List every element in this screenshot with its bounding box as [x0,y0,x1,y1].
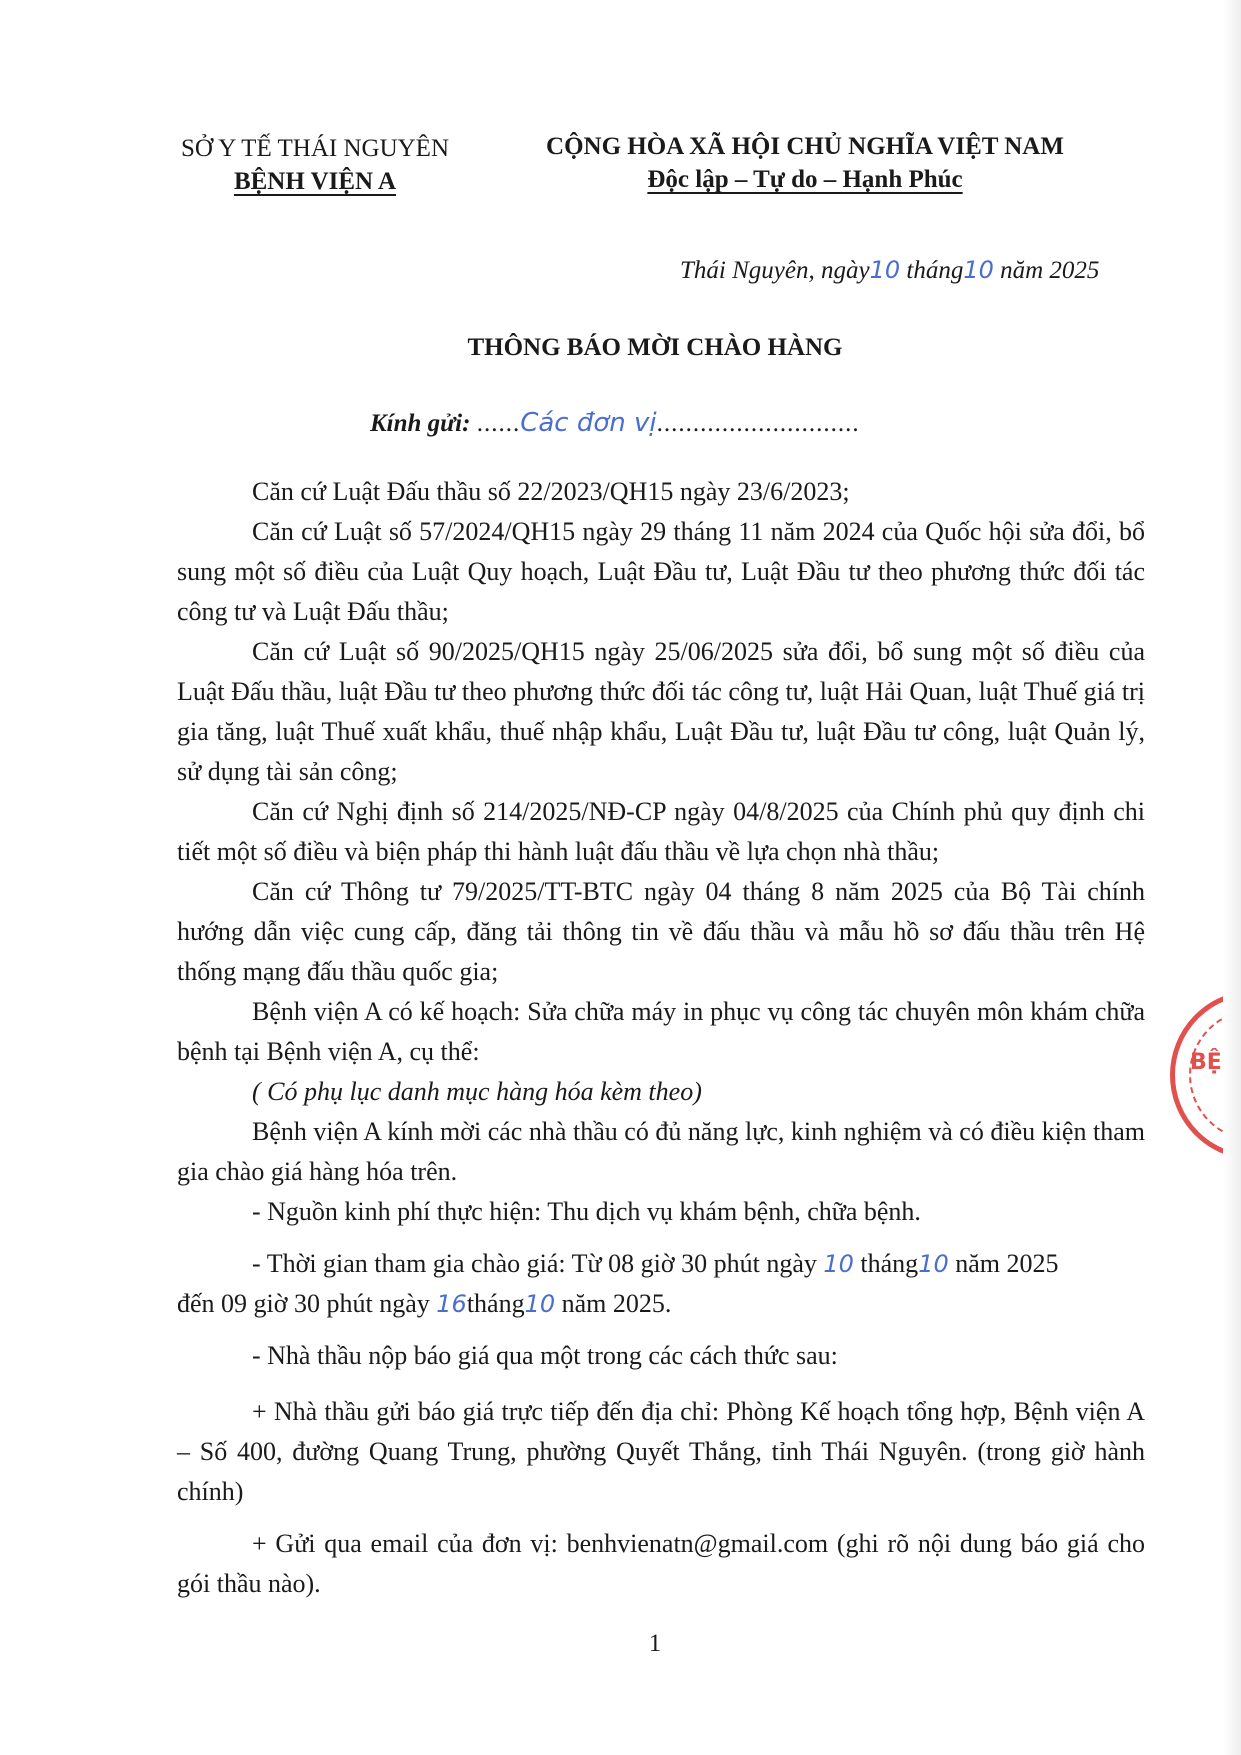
submission-intro: - Nhà thầu nộp báo giá qua một trong các cách thức sau: [252,1341,838,1370]
national-motto: Độc lập – Tự do – Hạnh Phúc [647,166,963,193]
issuer-department: SỞ Y TẾ THÁI NGUYÊN [180,135,450,162]
offer-time-line2 [177,1284,1145,1324]
date-month-handwritten: 10 [963,256,994,284]
issuer-hospital: BỆNH VIỆN A [233,168,397,195]
time-text-4: đến 09 giờ 30 phút ngày [177,1289,430,1318]
official-seal-text: BỆ [1190,1050,1222,1075]
legal-basis-4: Căn cứ Nghị định số 214/2025/NĐ-CP ngày 04/8/2025 của Chính phủ quy định chi tiết một số điều và biện pháp thi hành luật đấu thầu về lựa chọn nhà thầu; [177,797,1145,866]
legal-basis-1: Căn cứ Luật Đấu thầu số 22/2023/QH15 ngày 23/6/2023; [252,477,850,506]
legal-basis-2: Căn cứ Luật số 57/2024/QH15 ngày 29 tháng 11 năm 2024 của Quốc hội sửa đổi, bổ sung một số điều của Luật Quy hoạch, Luật Đầu tư, Luật Đầu tư theo phương thức đối tác công tư và Luật Đấu thầu; [177,517,1145,626]
time-text-2: tháng [860,1249,919,1278]
recipient-dots-after: ............................ [656,410,860,437]
time-text-1: - Thời gian tham gia chào giá: Từ 08 giờ 30 phút ngày [252,1249,817,1278]
start-day-handwritten: 10 [823,1250,854,1278]
legal-basis-5: Căn cứ Thông tư 79/2025/TT-BTC ngày 04 tháng 8 năm 2025 của Bộ Tài chính hướng dẫn việc cung cấp, đăng tải thông tin về đấu thầu và mẫu hồ sơ đấu thầu trên Hệ thống mạng đấu thầu quốc gia; [177,877,1145,986]
date-day-handwritten: 10 [869,256,901,284]
page-number: 1 [648,1630,662,1657]
offer-time-line1 [177,1244,1145,1284]
start-month-handwritten: 10 [918,1250,949,1278]
recipient-handwritten: Các đơn vị [520,408,657,438]
time-text-3: năm 2025 [955,1249,1059,1278]
invitation-paragraph: Bệnh viện A kính mời các nhà thầu có đủ năng lực, kinh nghiệm và có điều kiện tham gia chào giá hàng hóa trên. [177,1117,1145,1186]
appendix-note: ( Có phụ lục danh mục hàng hóa kèm theo) [252,1077,702,1106]
date-month-label: tháng [906,257,964,284]
time-text-5: tháng [466,1289,525,1318]
recipient-line [370,408,860,438]
date-year: năm 2025 [1000,257,1100,284]
document-date [680,256,1099,285]
submission-email: + Gửi qua email của đơn vị: benhvienatn@gmail.com (ghi rõ nội dung báo giá cho gói thầu nào). [177,1529,1145,1598]
scan-edge [1223,0,1241,1755]
plan-paragraph: Bệnh viện A có kế hoạch: Sửa chữa máy in phục vụ công tác chuyên môn khám chữa bệnh tại Bệnh viện A, cụ thể: [177,997,1145,1066]
document-title: THÔNG BÁO MỜI CHÀO HÀNG [467,334,843,361]
recipient-dots-before: ...... [476,410,521,437]
time-text-6: năm 2025. [561,1289,672,1318]
submission-direct: + Nhà thầu gửi báo giá trực tiếp đến địa chỉ: Phòng Kế hoạch tổng hợp, Bệnh viện A – Số 400, đường Quang Trung, phường Quyết Thắng, tỉnh Thái Nguyên. (trong giờ hành chính) [177,1397,1145,1506]
recipient-label: Kính gửi: [370,410,471,437]
end-day-handwritten: 16 [436,1290,467,1318]
date-prefix: Thái Nguyên, ngày [680,257,870,284]
national-title: CỘNG HÒA XÃ HỘI CHỦ NGHĨA VIỆT NAM [546,133,1064,160]
end-month-handwritten: 10 [524,1290,556,1318]
legal-basis-3: Căn cứ Luật số 90/2025/QH15 ngày 25/06/2025 sửa đổi, bổ sung một số điều của Luật Đấu thầu, luật Đầu tư theo phương thức đối tác công tư, luật Hải Quan, luật Thuế giá trị gia tăng, luật Thuế xuất khẩu, thuế nhập khẩu, Luật Đầu tư, luật Đầu tư công, luật Quản lý, sử dụng tài sản công; [177,637,1145,786]
funding-source: - Nguồn kinh phí thực hiện: Thu dịch vụ khám bệnh, chữa bệnh. [252,1197,921,1226]
